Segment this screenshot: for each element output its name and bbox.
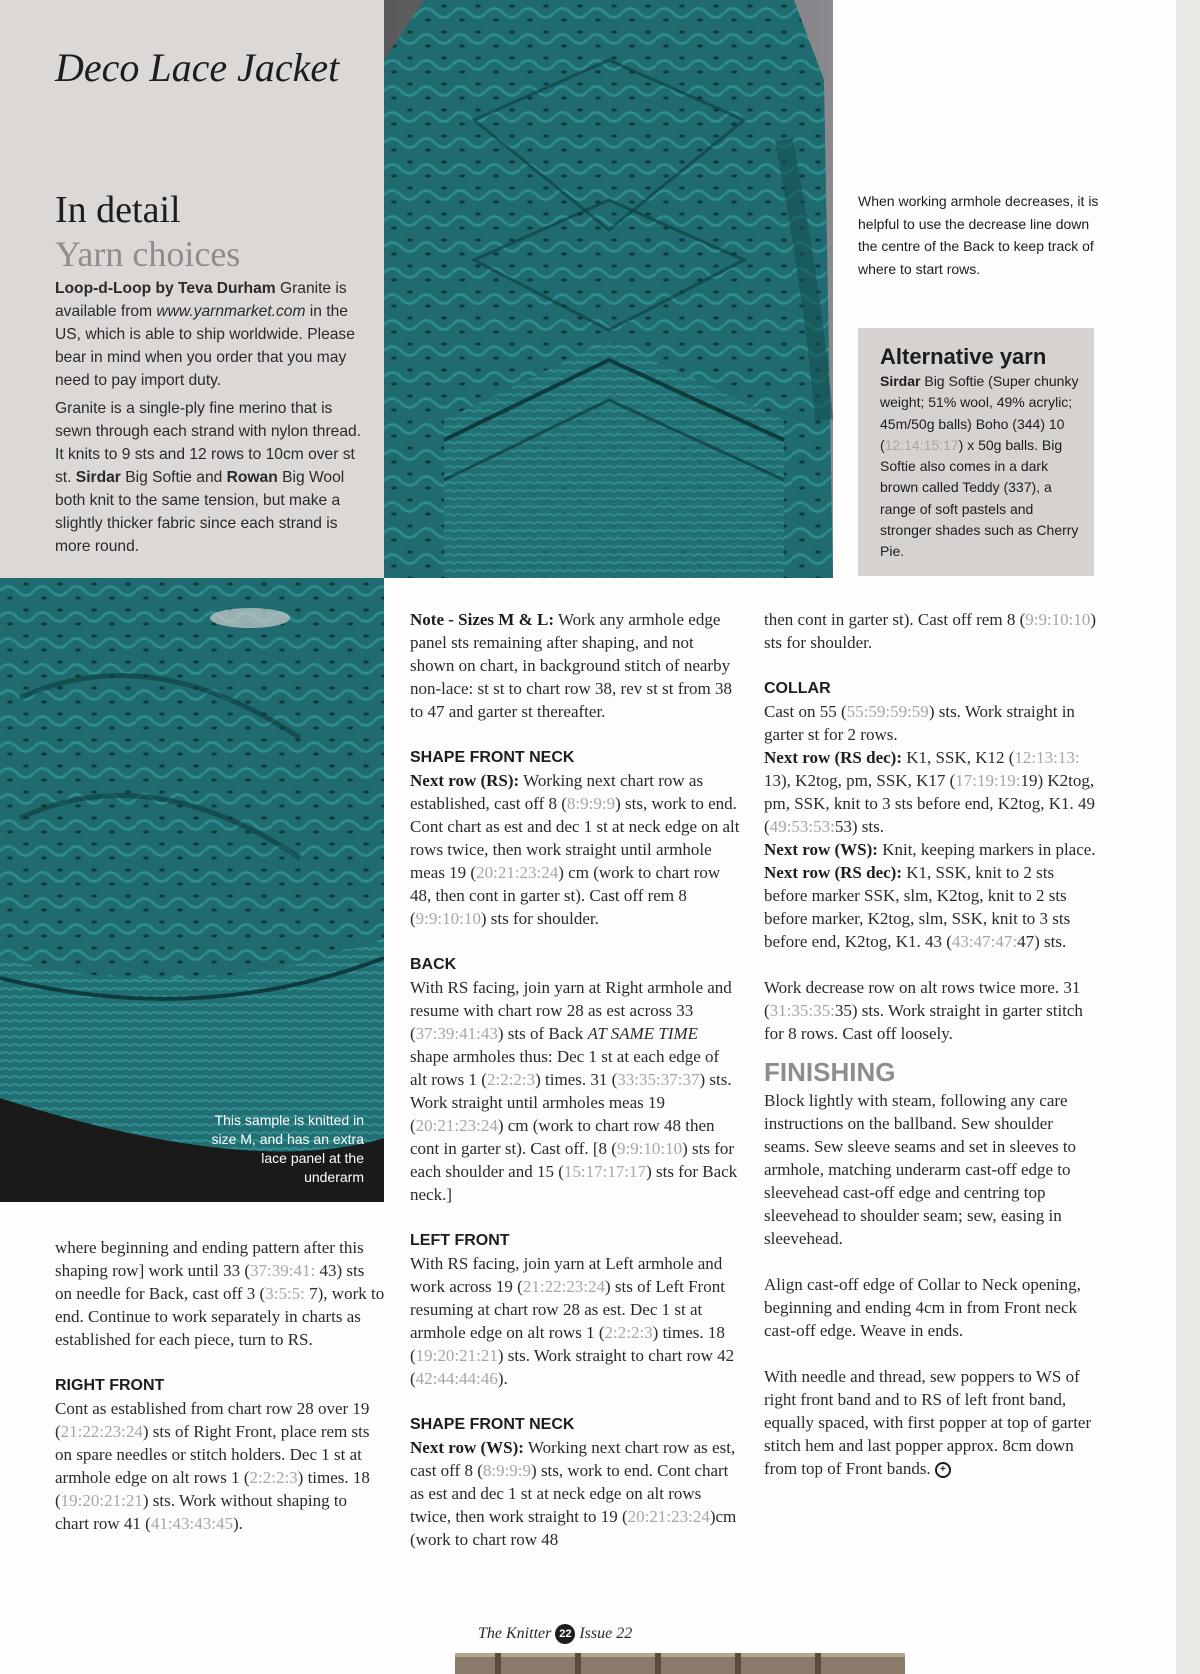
alternative-yarn-title: Alternative yarn [880, 344, 1047, 369]
row-label: Next row (WS): [764, 840, 878, 859]
collar-decrease-text [764, 976, 1099, 1045]
size-values: 17:19:19: [955, 771, 1021, 790]
row-label: Next row (RS dec): [764, 748, 903, 767]
continued-paragraph-3 [764, 608, 1099, 654]
emphasis: AT SAME TIME [587, 1024, 699, 1043]
right-front-heading: RIGHT FRONT [55, 1377, 165, 1394]
finishing-paragraph-1: Block lightly with steam, following any care instructions on the ballband. Sew shoulder seams. Sew sleeve seams and set in sleeves to armhole, matching underarm cast-off edge to sleevehead cast-off edge and centring top sleevehead to shoulder seam; sew, easing in sleevehead. [764, 1091, 1077, 1248]
magazine-name: The Knitter [478, 1625, 552, 1642]
brand: Sirdar [75, 469, 121, 486]
text: With RS facing, join yarn at Right armhole and resume with chart row 28 as est across 33 ( [410, 978, 732, 1043]
size-values: 37:39:41: [250, 1261, 316, 1280]
text: ) sts of Left Front resuming at chart row 28 as est. Dec 1 st at armhole edge on alt rows 1 ( [410, 1277, 725, 1342]
text: 35) sts. Work straight in garter stitch for 8 rows. Cast off loosely. [764, 1001, 1083, 1043]
size-values: 2:2:2:3 [486, 1070, 536, 1089]
finishing-paragraph-3 [764, 1365, 1099, 1480]
text: Work decrease row on alt rows twice more. 31 ( [764, 978, 1081, 1020]
text: ) times. 18 ( [410, 1323, 725, 1365]
size-values: 20:21:23:24 [627, 1507, 710, 1526]
text: Granite is a single-ply fine merino that is sewn through each strand with nylon thread. It knits to 9 sts and 12 rows to 10cm over st st. [55, 400, 361, 486]
text: ) sts. Work without shaping to chart row 41 ( [55, 1491, 348, 1533]
shape-front-neck-text [410, 769, 740, 930]
back-text [410, 976, 740, 1206]
text: ) sts. Work straight until armholes meas 19 ( [410, 1070, 732, 1135]
row-label: Next row (RS dec): [764, 863, 903, 882]
size-values: 9:9:10:10 [1025, 610, 1091, 629]
shape-front-neck-heading-2: SHAPE FRONT NECK [410, 1416, 575, 1433]
size-values: 12:13:13: [1014, 748, 1080, 767]
shape-front-neck-text-2 [410, 1436, 740, 1551]
text: Big Wool both knit to the same tension, but make a slightly thicker fabric since each strand is more round. [55, 469, 345, 555]
text: then cont in garter st). Cast off rem 8 ( [764, 610, 1026, 629]
note-paragraph [410, 608, 740, 723]
text: ) cm (work to chart row 48 then cont in garter st). Cast off. [8 ( [410, 1116, 715, 1158]
collar-row-3 [764, 861, 1099, 953]
size-values: 37:39:41:43 [415, 1024, 498, 1043]
size-values: 43:47:47: [951, 932, 1018, 951]
page-footer [478, 1624, 632, 1644]
text: Granite is available from [55, 280, 347, 320]
size-values: 21:22:23:24 [522, 1277, 606, 1296]
text: ). [233, 1514, 243, 1533]
text: shape armholes thus: Dec 1 st at each edge of alt rows 1 ( [410, 1047, 720, 1089]
size-values: 2:2:2:3 [249, 1468, 298, 1487]
size-values: 15:17:17:17 [563, 1162, 647, 1181]
in-detail-heading: In detail [55, 189, 181, 231]
text: ) sts for shoulder. [480, 909, 599, 928]
text: ) sts, work to end. Cont chart as est and dec 1 st at neck edge on alt rows twice, then work straight until armhole meas 19 ( [410, 794, 740, 882]
collar-heading: COLLAR [764, 680, 831, 697]
size-values: 33:35:37:37 [617, 1070, 700, 1089]
size-values: 8:9:9:9 [482, 1461, 532, 1480]
size-values: 42:44:44:46 [415, 1369, 498, 1388]
size-values: 21:22:23:24 [60, 1422, 143, 1441]
text: Big Softie and [120, 469, 227, 486]
next-page-photo-strip [455, 1653, 905, 1674]
text: With RS facing, join yarn at Left armhole and work across 19 ( [410, 1254, 723, 1296]
text: 47) sts. [1017, 932, 1067, 951]
text: ) sts, work to end. Cont chart as est and dec 1 st at neck edge on alt rows twice, then work straight to 19 ( [410, 1461, 729, 1526]
text: K1, SSK, K12 ( [902, 748, 1015, 767]
text: ) sts of Back [497, 1024, 588, 1043]
text: ) x 50g balls. Big Softie also comes in a dark brown called Teddy (337), a range of soft pastels and stronger shades such as Cherry Pie. [880, 436, 1079, 560]
yarn-url-link[interactable]: www.yarnmarket.com [156, 303, 306, 320]
brand: Rowan [226, 469, 278, 486]
text: 19) K2tog, pm, SSK, knit to 3 sts before end, K2tog, K1. 49 ( [764, 771, 1096, 836]
column-2 [410, 608, 740, 1551]
size-values: 49:53:53: [769, 817, 835, 836]
finishing-heading: FINISHING [764, 1057, 896, 1087]
text: Knit, keeping markers in place. [877, 840, 1096, 859]
jacket-back-image [384, 0, 833, 578]
size-values: 9:9:10:10 [616, 1139, 683, 1158]
size-values: 41:43:43:45 [150, 1514, 233, 1533]
size-values: 20:21:23:24 [415, 1116, 498, 1135]
jacket-back-photo [384, 0, 833, 578]
left-front-heading: LEFT FRONT [410, 1232, 510, 1249]
yarn-choices-heading: Yarn choices [55, 234, 241, 274]
collar-row-1 [764, 746, 1099, 838]
text: ) sts for Back neck.] [410, 1162, 738, 1204]
size-values: 9:9:10:10 [415, 909, 481, 928]
text: ) cm (work to chart row 48, then cont in garter st). Cast off rem 8 ( [410, 863, 721, 928]
right-front-text [55, 1397, 385, 1535]
size-values: 12:14:15:17 [884, 436, 959, 453]
collar-row-2 [764, 838, 1099, 861]
back-heading: BACK [410, 956, 457, 973]
text: ). [497, 1369, 508, 1388]
text: ) times. 18 ( [55, 1468, 370, 1510]
text: where beginning and ending pattern after this shaping row] work until 33 ( [55, 1238, 364, 1280]
size-values: 2:2:2:3 [604, 1323, 653, 1342]
text: in the US, which is able to ship worldwide. Please bear in mind when you order that you may need to pay import duty. [55, 303, 355, 389]
text: 43) sts on needle for Back, cast off 3 ( [55, 1261, 365, 1303]
alternative-yarn-text [880, 371, 1080, 563]
yarn-brand: Loop-d-Loop by Teva Durham [55, 280, 276, 297]
text: )cm (work to chart row 48 [410, 1507, 737, 1549]
size-values: 3:5:5: [265, 1284, 305, 1303]
text: ) sts. Work straight to chart row 42 ( [410, 1346, 735, 1388]
continued-paragraph [55, 1236, 385, 1351]
text: K1, SSK, knit to 2 sts before marker SSK, slm, K2tog, knit to 2 sts before marker, K2tog, slm, SSK, knit to 3 sts before end, K2tog, K1. 43 ( [764, 863, 1071, 951]
text: ) sts of Right Front, place rem sts on spare needles or stitch holders. Dec 1 st at armhole edge on alt rows 1 ( [55, 1422, 370, 1487]
text: 7), work to end. Continue to work separately in charts as established for each piece, turn to RS. [55, 1284, 385, 1349]
text: Cast on 55 ( [764, 702, 847, 721]
page-title: Deco Lace Jacket [55, 45, 340, 90]
issue-label: Issue 22 [579, 1625, 633, 1642]
armhole-tip: When working armhole decreases, it is helpful to use the decrease line down the centre of the Back to keep track of where to start rows. [858, 193, 1099, 277]
page-edge [1176, 0, 1200, 1674]
shape-front-neck-heading: SHAPE FRONT NECK [410, 749, 575, 766]
text: Working next chart row as est, cast off 8 ( [410, 1438, 736, 1480]
text: ) times. 31 ( [535, 1070, 618, 1089]
text: With needle and thread, sew poppers to WS of right front band and to RS of left front band, equally spaced, with first popper at top of garter stitch hem and last popper approx. 8cm down from top of Front bands. [764, 1367, 1092, 1478]
text: 13), K2tog, pm, SSK, K17 ( [764, 771, 956, 790]
yarn-choices-text [55, 277, 365, 563]
left-front-text [410, 1252, 740, 1390]
text: Cont as established from chart row 28 over 19 ( [55, 1399, 370, 1441]
photo-caption: This sample is knitted in size M, and has an extra lace panel at the underarm [211, 1112, 364, 1185]
yarn-paragraph-2 [55, 397, 365, 558]
fabric-image [455, 1653, 905, 1674]
note-label: Note - Sizes M & L: [410, 610, 554, 629]
text: ) sts for shoulder. [764, 610, 1097, 652]
size-values: 19:20:21:21 [60, 1491, 143, 1510]
jacket-sleeve-image [0, 578, 384, 1202]
size-values: 20:21:23:24 [476, 863, 559, 882]
text: ) sts for each shoulder and 15 ( [410, 1139, 735, 1181]
size-values: 31:35:35: [769, 1001, 835, 1020]
column-3 [764, 608, 1099, 1480]
size-values: 55:59:59:59 [846, 702, 929, 721]
column-1 [55, 1236, 385, 1535]
text: Big Softie (Super chunky weight; 51% wool, 49% acrylic; 45m/50g balls) Boho (344) 10 ( [880, 373, 1079, 453]
finishing-paragraph-2: Align cast-off edge of Collar to Neck opening, beginning and ending 4cm in from Front neck cast-off edge. Weave in ends. [764, 1275, 1081, 1340]
row-label: Next row (WS): [410, 1438, 524, 1457]
end-of-article-icon: + [935, 1462, 951, 1478]
jacket-sleeve-photo [0, 578, 384, 1202]
text: Working next chart row as established, cast off 8 ( [410, 771, 704, 813]
row-label: Next row (RS): [410, 771, 520, 790]
yarn-paragraph-1 [55, 277, 365, 392]
text: Work any armhole edge panel sts remaining after shaping, and not shown on chart, in background stitch of nearby non-lace: st st to chart row 38, rev st st from 38 to 47 and garter st thereafter. [410, 610, 732, 721]
page-number: 22 [555, 1624, 575, 1644]
brand: Sirdar [880, 373, 921, 389]
text: ) sts. Work straight in garter st for 2 rows. [764, 702, 1075, 744]
size-values: 19:20:21:21 [415, 1346, 498, 1365]
collar-text [764, 700, 1099, 746]
text: 53) sts. [834, 817, 884, 836]
size-values: 8:9:9:9 [566, 794, 616, 813]
